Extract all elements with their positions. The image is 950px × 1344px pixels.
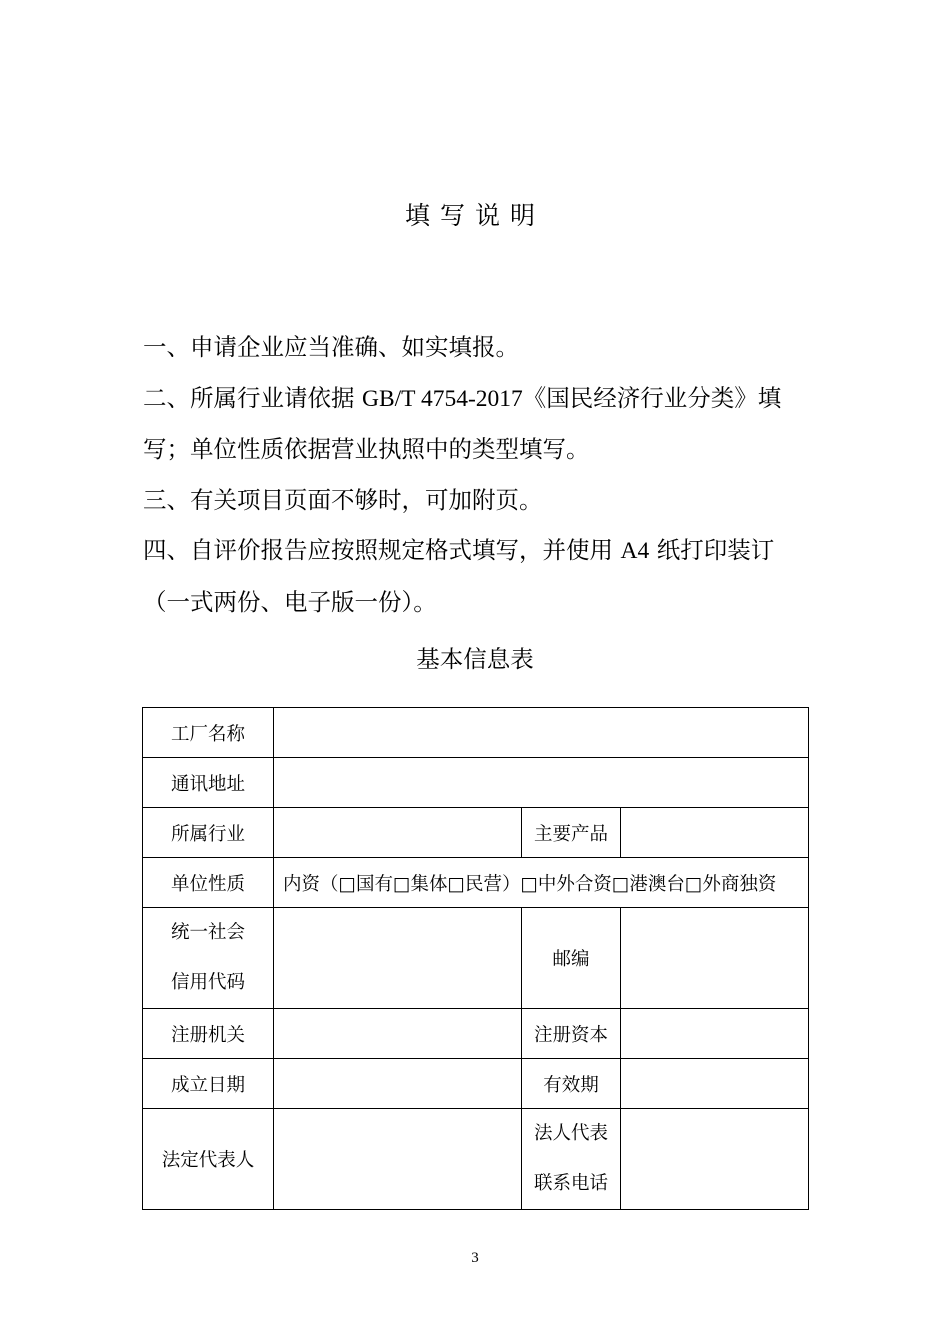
field-legal-phone[interactable]: [621, 1109, 809, 1210]
field-validity[interactable]: [621, 1059, 809, 1109]
page-number: 3: [471, 1250, 479, 1266]
table-row: [143, 908, 809, 1009]
field-unit-nature-options[interactable]: 内资（□国有□集体□民营）□中外合资□港澳台□外商独资: [274, 858, 809, 908]
field-address[interactable]: [274, 758, 809, 808]
label-unit-nature: 单位性质: [143, 858, 274, 908]
instruction-1: 一、申请企业应当准确、如实填报。: [143, 333, 519, 361]
label-industry: 所属行业: [143, 808, 274, 858]
label-factory-name: 工厂名称: [143, 708, 274, 758]
label-reg-authority: 注册机关: [143, 1009, 274, 1059]
label-credit-code: [143, 908, 274, 1009]
label-reg-capital: 注册资本: [522, 1009, 621, 1059]
page-title: 填写说明: [404, 201, 545, 230]
field-est-date[interactable]: [274, 1059, 522, 1109]
label-credit-code-line1: 统一社会: [170, 922, 245, 943]
table-row: [143, 1059, 809, 1109]
field-industry[interactable]: [274, 808, 522, 858]
label-legal-phone: [522, 1109, 621, 1210]
basic-info-table: [142, 707, 809, 1210]
table-row: [143, 1109, 809, 1210]
table-row: [143, 708, 809, 758]
label-legal-rep: 法定代表人: [143, 1109, 274, 1210]
field-factory-name[interactable]: [274, 708, 809, 758]
label-postcode: 邮编: [522, 908, 621, 1009]
field-reg-capital[interactable]: [621, 1009, 809, 1059]
table-title: 基本信息表: [416, 645, 534, 673]
instruction-2: [143, 373, 811, 475]
label-legal-phone-line2: 联系电话: [533, 1173, 608, 1194]
table-row: [143, 808, 809, 858]
label-validity: 有效期: [522, 1059, 621, 1109]
field-postcode[interactable]: [621, 908, 809, 1009]
instructions: [143, 322, 811, 627]
label-address: 通讯地址: [143, 758, 274, 808]
table-row: [143, 1009, 809, 1059]
instruction-2-post: 《国民经济行业分类》填写；单位性质依据营业执照中的类型填写。: [143, 383, 782, 463]
label-main-product: 主要产品: [522, 808, 621, 858]
instruction-4-post: 纸打印装订（一式两份、电子版一份）。: [143, 536, 775, 616]
field-legal-rep[interactable]: [274, 1109, 522, 1210]
label-est-date: 成立日期: [143, 1059, 274, 1109]
instruction-2-pre: 二、所属行业请依据: [143, 383, 362, 412]
table-row: [143, 858, 809, 908]
label-credit-code-line2: 信用代码: [170, 972, 245, 993]
instruction-3: 三、有关项目页面不够时，可加附页。: [143, 485, 543, 514]
field-main-product[interactable]: [621, 808, 809, 858]
instruction-2-code: GB/T 4754-2017: [361, 385, 523, 412]
instruction-4: [143, 525, 811, 627]
field-credit-code[interactable]: [274, 908, 522, 1009]
instruction-4-code: A4: [620, 538, 650, 564]
table-row: [143, 758, 809, 808]
label-legal-phone-line1: 法人代表: [533, 1123, 608, 1144]
instruction-4-pre: 四、自评价报告应按照规定格式填写，并使用: [143, 536, 621, 564]
field-reg-authority[interactable]: [274, 1009, 522, 1059]
